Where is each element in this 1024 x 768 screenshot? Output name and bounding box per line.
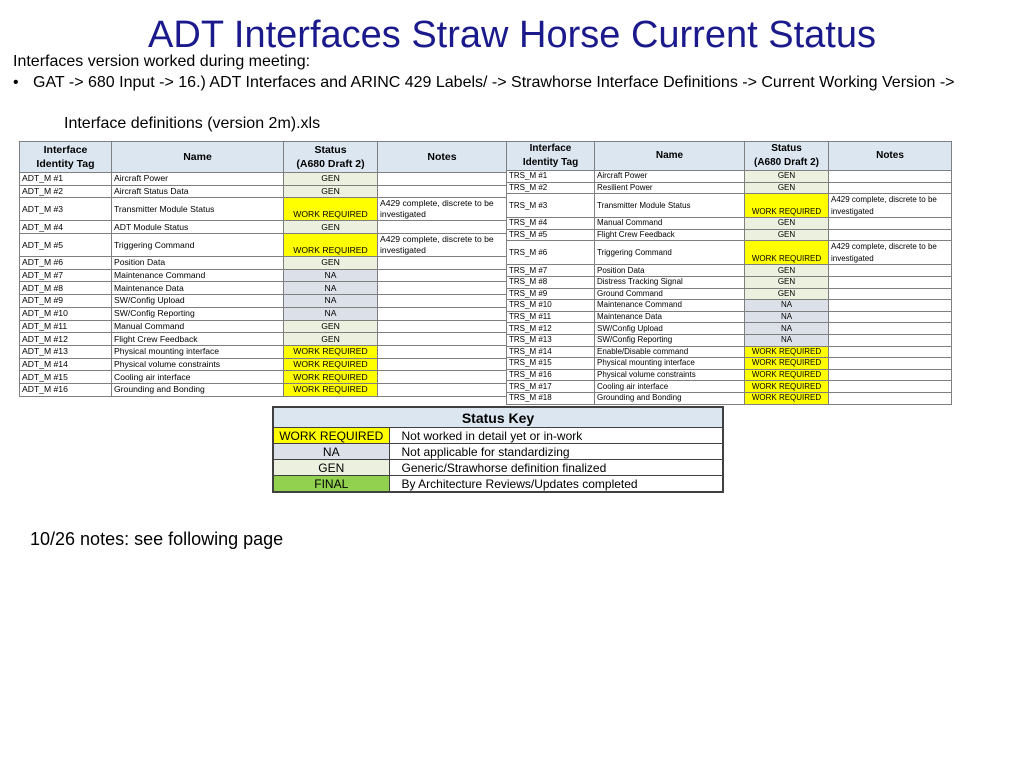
notes-cell [378,371,507,384]
notes-header: Notes [378,142,507,173]
notes-cell [829,334,952,346]
notes-cell [829,311,952,323]
interface-name: Cooling air interface [595,381,745,393]
status-cell: WORK REQUIRED [284,234,378,257]
status-cell: GEN [745,276,829,288]
table-row [20,320,507,333]
table-header-row [20,142,507,173]
status-cell: GEN [745,171,829,183]
bullet-item [13,72,1003,93]
status-cell: WORK REQUIRED [745,392,829,404]
interface-name: SW/Config Upload [595,323,745,335]
status-cell: WORK REQUIRED [284,383,378,396]
interface-name: Maintenance Command [112,269,284,282]
status-cell: GEN [284,173,378,186]
table-row [507,381,952,393]
table-row [20,333,507,346]
interface-name: Resilient Power [595,182,745,194]
table-row [507,276,952,288]
interface-name: Maintenance Data [112,282,284,295]
table-row [507,241,952,265]
interface-tag: TRS_M #3 [507,194,595,218]
status-cell: WORK REQUIRED [745,241,829,265]
interface-name: Manual Command [595,218,745,230]
status-cell: WORK REQUIRED [745,346,829,358]
interface-tag: TRS_M #12 [507,323,595,335]
table-row [20,221,507,234]
status-cell: NA [284,269,378,282]
status-key-description: Not worked in detail yet or in-work [389,428,723,444]
interface-name: Grounding and Bonding [112,383,284,396]
notes-cell: A429 complete, discrete to be investigated [829,241,952,265]
name-header: Name [595,142,745,171]
interface-tag: ADT_M #2 [20,185,112,198]
notes-cell [378,173,507,186]
notes-cell [829,392,952,404]
table-header-row [507,142,952,171]
intro-text: Interfaces version worked during meeting: [13,53,311,70]
notes-cell: A429 complete, discrete to be investigated [378,198,507,221]
status-cell: GEN [745,288,829,300]
table-row [20,383,507,396]
interface-tag: ADT_M #3 [20,198,112,221]
interface-name: Physical mounting interface [595,358,745,370]
notes-cell [829,300,952,312]
status-key-description: By Architecture Reviews/Updates completed [389,476,723,493]
status-key-label: FINAL [273,476,389,493]
notes-cell [378,358,507,371]
status-key-label: NA [273,444,389,460]
page-title: ADT Interfaces Straw Horse Current Status [148,14,876,56]
status-cell: NA [745,311,829,323]
table-row [20,269,507,282]
status-cell: GEN [745,229,829,241]
interface-tag: ADT_M #5 [20,234,112,257]
table-row [507,369,952,381]
notes-cell [378,257,507,270]
tag-header: Interface Identity Tag [507,142,595,171]
status-cell: WORK REQUIRED [745,194,829,218]
interface-name: Transmitter Module Status [595,194,745,218]
tag-header: Interface Identity Tag [20,142,112,173]
status-cell: GEN [745,265,829,277]
notes-cell [829,288,952,300]
table-row [507,182,952,194]
notes-cell [829,381,952,393]
table-row [20,295,507,308]
status-cell: WORK REQUIRED [284,371,378,384]
footnote: 10/26 notes: see following page [30,529,284,549]
interface-tag: TRS_M #15 [507,358,595,370]
interface-name: Cooling air interface [112,371,284,384]
interface-name: Maintenance Command [595,300,745,312]
table-row [507,392,952,404]
notes-cell [829,276,952,288]
interface-tag: ADT_M #1 [20,173,112,186]
status-cell: NA [284,307,378,320]
interface-tag: TRS_M #18 [507,392,595,404]
status-key-description: Not applicable for standardizing [389,444,723,460]
table-row [20,358,507,371]
interface-tag: TRS_M #8 [507,276,595,288]
status-cell: WORK REQUIRED [745,381,829,393]
interface-name: SW/Config Reporting [112,307,284,320]
interface-name: Aircraft Power [112,173,284,186]
table-row [507,323,952,335]
adt-interfaces-table [19,141,507,397]
status-key-row [273,428,723,444]
interface-name: Position Data [595,265,745,277]
interface-tag: ADT_M #6 [20,257,112,270]
interface-tag: TRS_M #13 [507,334,595,346]
status-cell: WORK REQUIRED [284,345,378,358]
interface-name: Aircraft Power [595,171,745,183]
interface-name: Triggering Command [112,234,284,257]
table-row [507,194,952,218]
status-cell: NA [745,334,829,346]
table-row [20,371,507,384]
table-row [507,265,952,277]
interface-name: Grounding and Bonding [595,392,745,404]
name-header: Name [112,142,284,173]
interface-tag: TRS_M #14 [507,346,595,358]
interface-name: Physical volume constraints [112,358,284,371]
interface-tag: TRS_M #7 [507,265,595,277]
status-header: Status (A680 Draft 2) [745,142,829,171]
notes-cell [829,346,952,358]
interface-tag: ADT_M #8 [20,282,112,295]
interface-tag: ADT_M #11 [20,320,112,333]
interface-name: Position Data [112,257,284,270]
interface-tag: TRS_M #6 [507,241,595,265]
table-row [20,345,507,358]
status-cell: GEN [284,257,378,270]
notes-cell [378,269,507,282]
notes-cell [829,323,952,335]
interface-name: Aircraft Status Data [112,185,284,198]
interface-tag: TRS_M #4 [507,218,595,230]
table-row [20,198,507,221]
table-row [20,282,507,295]
notes-cell [829,171,952,183]
table-row [507,300,952,312]
table-row [20,173,507,186]
interface-tag: ADT_M #14 [20,358,112,371]
interface-tag: ADT_M #13 [20,345,112,358]
status-cell: NA [745,300,829,312]
status-key-description: Generic/Strawhorse definition finalized [389,460,723,476]
status-cell: GEN [284,221,378,234]
bullet-text: GAT -> 680 Input -> 16.) ADT Interfaces and ARINC 429 Labels/ -> Strawhorse Interface Definitions -> Current Working Version -> [33,74,955,91]
status-cell: GEN [284,320,378,333]
status-cell: WORK REQUIRED [745,369,829,381]
table-row [507,334,952,346]
table-row [20,234,507,257]
notes-cell [829,265,952,277]
notes-cell [829,218,952,230]
status-key-row [273,476,723,493]
status-key-table [272,406,724,493]
interface-tag: TRS_M #10 [507,300,595,312]
interface-tag: TRS_M #2 [507,182,595,194]
notes-cell: A429 complete, discrete to be investigated [829,194,952,218]
status-cell: WORK REQUIRED [745,358,829,370]
interface-tag: ADT_M #16 [20,383,112,396]
notes-cell [378,185,507,198]
interface-name: ADT Module Status [112,221,284,234]
status-header: Status (A680 Draft 2) [284,142,378,173]
interface-name: Physical mounting interface [112,345,284,358]
notes-cell [378,383,507,396]
interface-name: Maintenance Data [595,311,745,323]
status-key-row [273,460,723,476]
interface-tag: ADT_M #15 [20,371,112,384]
status-cell: WORK REQUIRED [284,198,378,221]
interface-tag: ADT_M #9 [20,295,112,308]
table-row [507,311,952,323]
notes-cell [378,333,507,346]
status-cell: NA [284,282,378,295]
table-row [507,218,952,230]
table-row [507,358,952,370]
interface-name: Enable/Disable command [595,346,745,358]
table-row [507,346,952,358]
interface-tag: TRS_M #9 [507,288,595,300]
notes-cell [378,282,507,295]
interface-tag: TRS_M #5 [507,229,595,241]
interface-tag: TRS_M #16 [507,369,595,381]
table-row [20,307,507,320]
notes-cell [378,320,507,333]
interface-name: Flight Crew Feedback [112,333,284,346]
interface-name: Transmitter Module Status [112,198,284,221]
interface-name: Distress Tracking Signal [595,276,745,288]
status-key-title: Status Key [273,407,723,428]
file-name-text: Interface definitions (version 2m).xls [64,115,321,132]
interface-tag: ADT_M #12 [20,333,112,346]
notes-cell [829,182,952,194]
notes-header: Notes [829,142,952,171]
status-cell: NA [745,323,829,335]
interface-tag: ADT_M #7 [20,269,112,282]
notes-cell [829,358,952,370]
status-cell: WORK REQUIRED [284,358,378,371]
notes-cell [829,229,952,241]
table-row [507,229,952,241]
table-row [20,185,507,198]
status-cell: GEN [745,218,829,230]
notes-cell [378,295,507,308]
trs-interfaces-table [506,141,952,405]
status-cell: NA [284,295,378,308]
notes-cell [378,307,507,320]
notes-cell [829,369,952,381]
table-row [507,171,952,183]
notes-cell [378,221,507,234]
status-key-row [273,444,723,460]
interface-name: SW/Config Upload [112,295,284,308]
interface-name: Manual Command [112,320,284,333]
interface-tag: TRS_M #11 [507,311,595,323]
table-row [20,257,507,270]
interface-name: Flight Crew Feedback [595,229,745,241]
table-row [507,288,952,300]
interface-name: Triggering Command [595,241,745,265]
notes-cell [378,345,507,358]
interface-name: Physical volume constraints [595,369,745,381]
status-cell: GEN [745,182,829,194]
interface-tag: TRS_M #1 [507,171,595,183]
status-key-label: WORK REQUIRED [273,428,389,444]
interface-tag: ADT_M #4 [20,221,112,234]
status-cell: GEN [284,333,378,346]
interface-tag: TRS_M #17 [507,381,595,393]
interface-name: SW/Config Reporting [595,334,745,346]
bullet-icon: • [13,74,19,91]
interface-name: Ground Command [595,288,745,300]
status-key-label: GEN [273,460,389,476]
interface-tag: ADT_M #10 [20,307,112,320]
notes-cell: A429 complete, discrete to be investigated [378,234,507,257]
status-cell: GEN [284,185,378,198]
